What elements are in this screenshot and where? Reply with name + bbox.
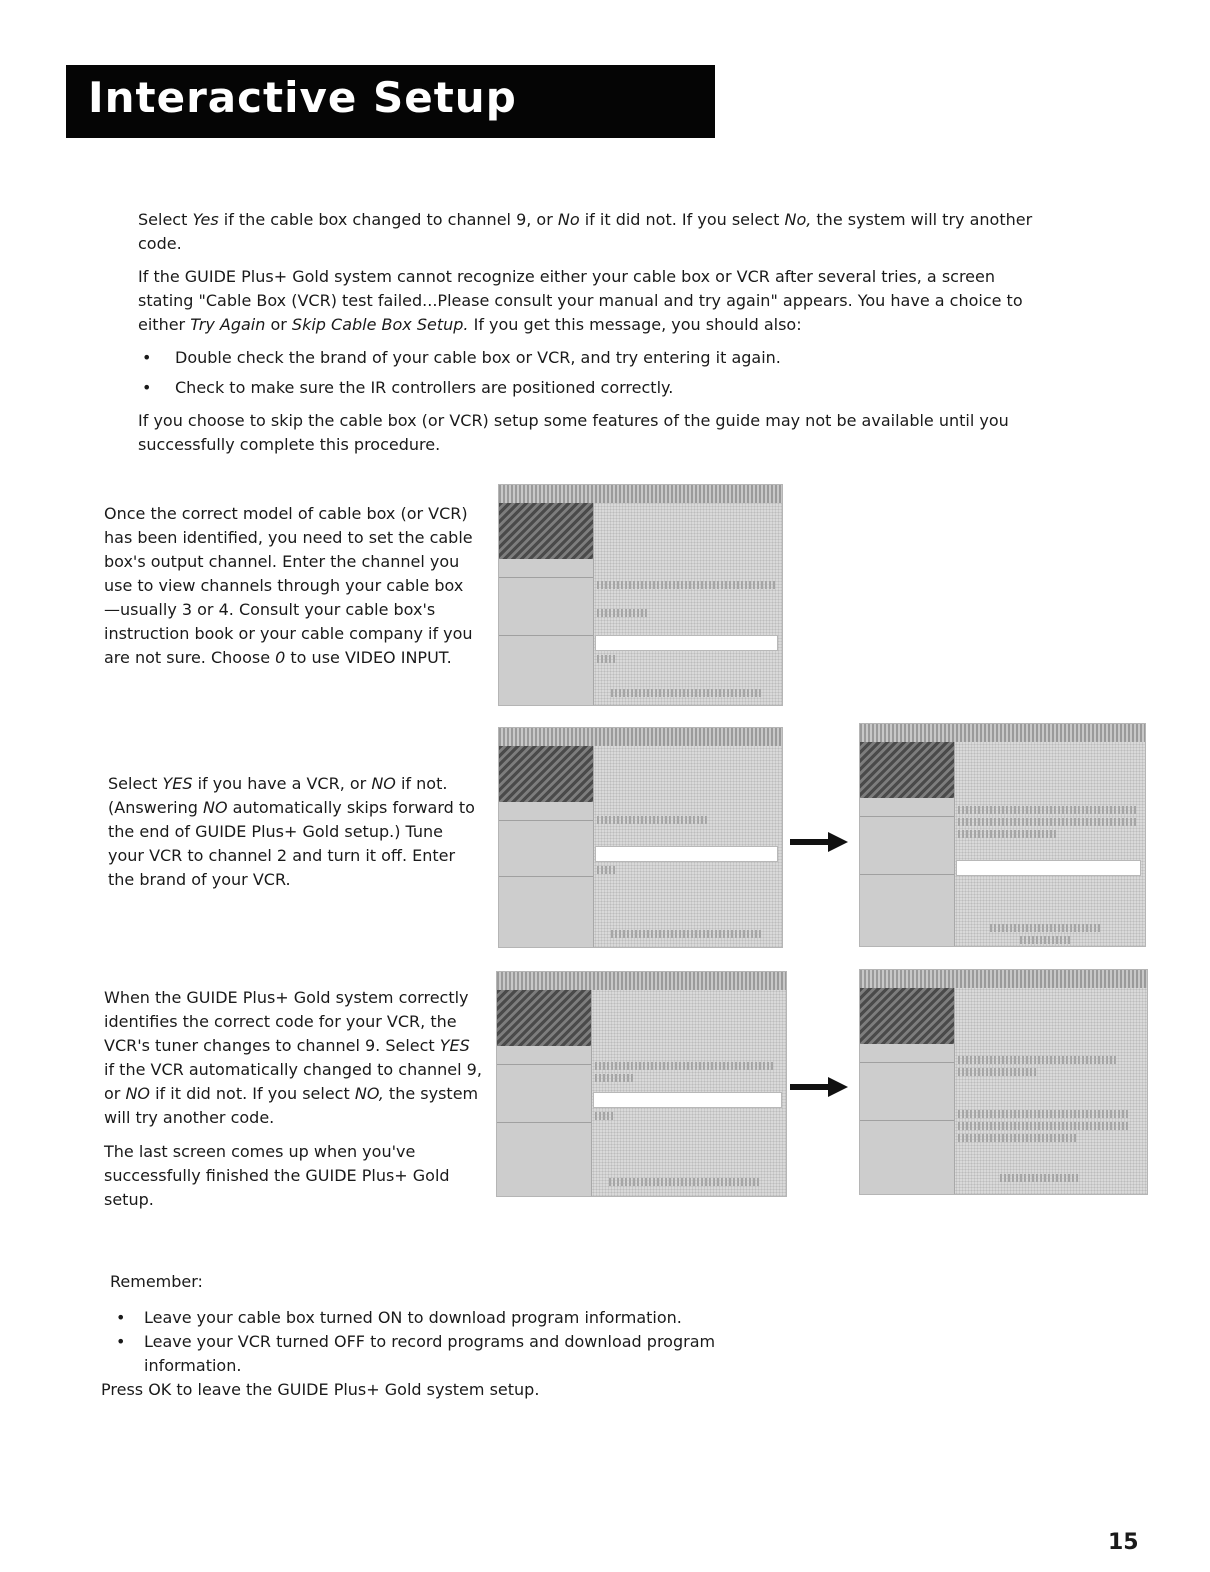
list-item: • Double check the brand of your cable box or VCR, and try entering it again. (138, 346, 1038, 370)
screen-prompt-line (597, 581, 777, 589)
divider (860, 1062, 954, 1063)
page-number: 15 (1108, 1530, 1139, 1555)
screen-prompt-line (958, 1068, 1038, 1076)
text-run: to use VIDEO INPUT. (285, 648, 452, 667)
text-run: If the GUIDE Plus+ Gold system cannot recognize either your cable box or VCR after several tries, a screen stating "Cable Box (VCR) test failed...Please consult your manual and try again" appears. You have a choice to either (138, 267, 1023, 334)
text-run: Skip Cable Box Setup. (291, 315, 469, 334)
text-run: No, (784, 210, 812, 229)
text-run: No (557, 210, 580, 229)
right-arrow-icon (790, 1077, 850, 1097)
step-vcr-code-text (104, 986, 484, 1222)
screen-footer-line (990, 924, 1100, 932)
screen-top-bar (499, 728, 782, 746)
screen-prompt-line (595, 1062, 775, 1070)
step-paragraph (108, 772, 480, 892)
screen-prompt-line (958, 806, 1138, 814)
intro-section (138, 208, 1038, 466)
screen-option-line (597, 609, 647, 617)
text-run: Select (138, 210, 193, 229)
step-paragraph (104, 986, 484, 1130)
vcr-channel-9-screen (496, 971, 787, 1197)
intro-bullet-list (138, 346, 1038, 400)
text-run: Select (108, 774, 163, 793)
text-run: if it did not. If you select (579, 210, 785, 229)
text-run: if the cable box changed to channel 9, or (218, 210, 558, 229)
step-output-channel-text (104, 502, 476, 680)
screen-prompt-line (595, 1074, 635, 1082)
screen-footer-line (611, 930, 761, 938)
text-run: if you have a VCR, or (192, 774, 372, 793)
screen-footer-line (1000, 1174, 1080, 1182)
intro-paragraph-1 (138, 208, 1038, 256)
screen-top-bar (497, 972, 786, 990)
list-item: • Check to make sure the IR controllers are positioned correctly. (138, 376, 1038, 400)
page-title: Interactive Setup (88, 73, 517, 122)
text-run: Try Again (190, 315, 266, 334)
list-item-text: Leave your cable box turned ON to download program information. (144, 1308, 682, 1327)
remember-heading: Remember: (110, 1272, 203, 1291)
divider (860, 816, 954, 817)
divider (860, 874, 954, 875)
text-run: or (265, 315, 292, 334)
text-run: Once the correct model of cable box (or VCR) has been identified, you need to set the cable box's output channel. Enter the channel you use to view channels through your cable box—usually 3 or 4. Consult your cable box's instruction book or your cable company if you are not sure. Choose (104, 504, 473, 667)
list-item (110, 1306, 770, 1330)
text-run: When the GUIDE Plus+ Gold system correctly identifies the correct code for your VCR, the VCR's tuner changes to channel 9. Select (104, 988, 469, 1055)
bullet-icon: • (116, 1332, 126, 1351)
screen-prompt-line (597, 816, 707, 824)
intro-paragraph-3: If you choose to skip the cable box (or VCR) setup some features of the guide may not be available until you successfully complete this procedure. (138, 411, 1009, 454)
text-run: NO, (354, 1084, 384, 1103)
screen-footer-line (611, 689, 761, 697)
text-run: Yes (192, 210, 219, 229)
text-run: If you get this message, you should also: (468, 315, 802, 334)
screen-selected-option (593, 1092, 782, 1108)
screen-video-thumbnail (860, 988, 954, 1044)
screen-selected-option (595, 635, 778, 651)
divider (860, 1120, 954, 1121)
text-run: the system will try another code. (138, 210, 1033, 253)
text-run: YES (162, 774, 193, 793)
divider (499, 820, 593, 821)
remember-bullet-list (110, 1306, 770, 1378)
screen-prompt-line (958, 1056, 1118, 1064)
vcr-brand-screen (859, 723, 1146, 947)
list-item-text: Leave your VCR turned OFF to record programs and download program information. (144, 1332, 716, 1375)
text-run: if it did not. If you select (150, 1084, 355, 1103)
screen-message-line (958, 1122, 1128, 1130)
divider (497, 1122, 591, 1123)
intro-paragraph-2 (138, 265, 1038, 337)
step-paragraph: The last screen comes up when you've successfully finished the GUIDE Plus+ Gold setup. (104, 1142, 450, 1209)
text-run: automatically skips forward to the end of GUIDE Plus+ Gold setup.) Tune your VCR to channel 2 and turn it off. Enter the brand of your VCR. (108, 798, 475, 889)
screen-video-thumbnail (499, 503, 593, 559)
text-run: if the VCR automatically changed to channel 9, or (104, 1060, 482, 1103)
screen-top-bar (860, 724, 1145, 742)
screen-selected-option (595, 846, 778, 862)
screen-video-thumbnail (499, 746, 593, 802)
bullet-icon: • (116, 1308, 126, 1327)
screen-footer-line (609, 1178, 759, 1186)
screen-video-thumbnail (860, 742, 954, 798)
divider (499, 876, 593, 877)
screen-footer-line (1020, 936, 1070, 944)
text-run: YES (439, 1036, 470, 1055)
screen-option-line (597, 655, 617, 663)
screen-brand-field (956, 860, 1141, 876)
screen-top-bar (499, 485, 782, 503)
setup-complete-screen (859, 969, 1148, 1195)
screen-prompt-line (958, 818, 1138, 826)
text-run: the system will try another code. (104, 1084, 479, 1127)
page-header-banner (66, 65, 715, 138)
text-run: NO (125, 1084, 151, 1103)
step-paragraph (104, 502, 476, 670)
cable-box-output-channel-screen (498, 484, 783, 706)
screen-message-line (958, 1110, 1128, 1118)
screen-message-line (958, 1134, 1078, 1142)
divider (497, 1064, 591, 1065)
divider (499, 635, 593, 636)
divider (499, 577, 593, 578)
text-run: if not. (Answering (108, 774, 448, 817)
step-vcr-question-text (108, 772, 480, 902)
have-vcr-screen (498, 727, 783, 948)
right-arrow-icon (790, 832, 850, 852)
screen-video-thumbnail (497, 990, 591, 1046)
screen-prompt-line (958, 830, 1058, 838)
closing-instruction: Press OK to leave the GUIDE Plus+ Gold system setup. (101, 1380, 540, 1399)
screen-top-bar (860, 970, 1147, 988)
text-run: NO (203, 798, 228, 817)
text-run: NO (371, 774, 396, 793)
screen-option-line (597, 866, 617, 874)
screen-option-line (595, 1112, 615, 1120)
list-item (110, 1330, 770, 1378)
text-run: 0 (275, 648, 286, 667)
